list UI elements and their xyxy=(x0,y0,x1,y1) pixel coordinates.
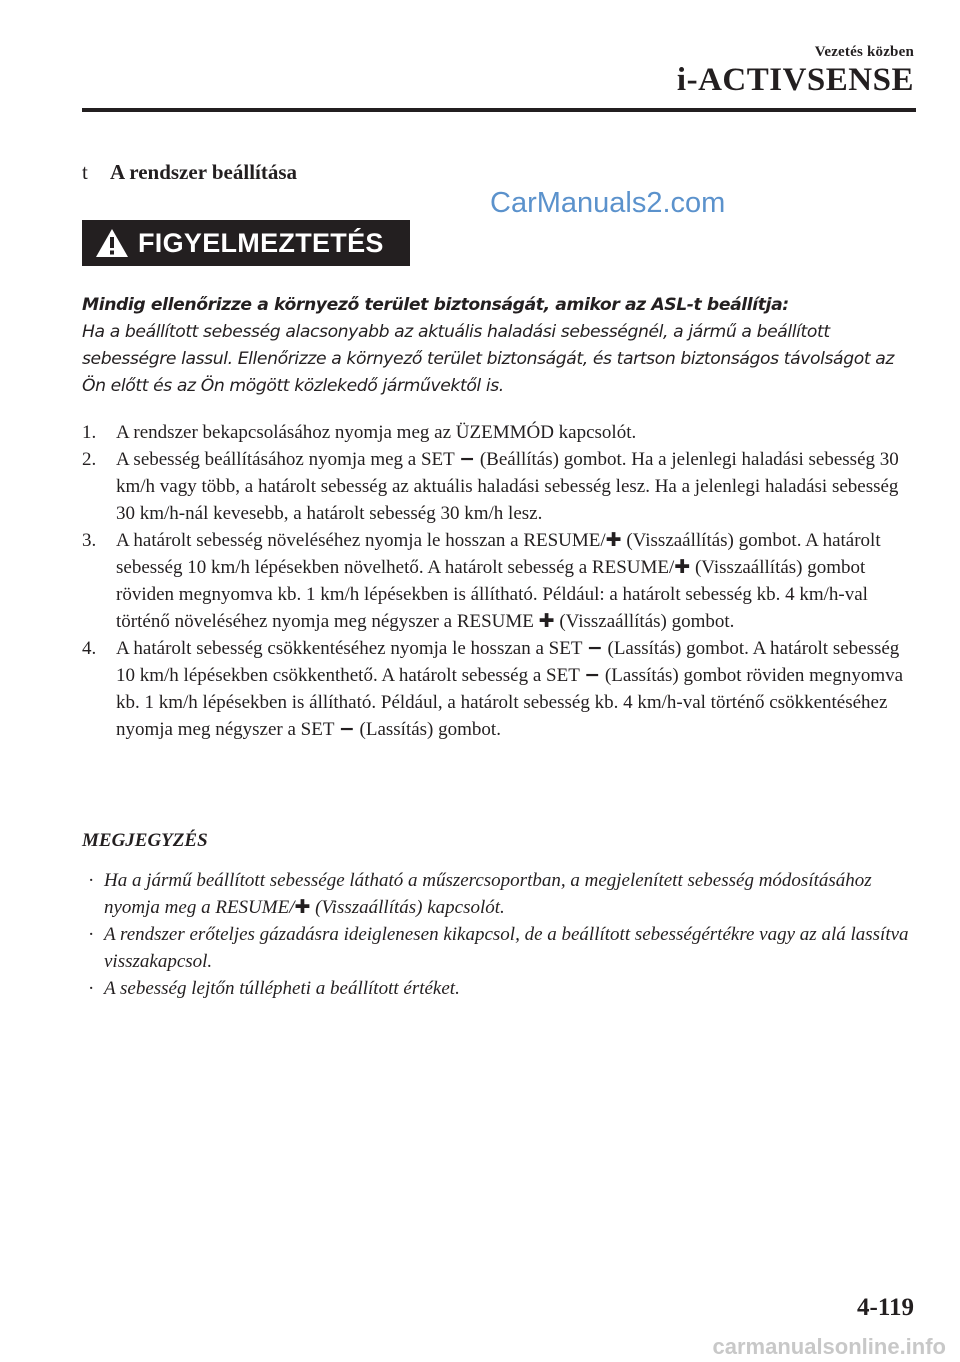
list-item xyxy=(82,635,917,743)
step-text: A rendszer bekapcsolásához nyomja meg az ÜZEMMÓD kapcsolót. xyxy=(116,422,637,443)
step-text: A sebesség beállításához nyomja meg a SET xyxy=(116,449,460,470)
bullet-icon: · xyxy=(88,978,95,999)
list-item xyxy=(82,975,917,1002)
step-text: (Beállítás) gombot. Ha a jelenlegi haladási sebesség 30 km/h vagy több, a határolt sebesség az aktuális haladási sebesség lesz. Ha a jelenlegi haladási sebesség 30 km/h-nál kevesebb, a határolt sebesség 30 km/h lesz. xyxy=(116,449,899,524)
minus-icon: − xyxy=(338,718,355,740)
plus-icon: ✚ xyxy=(538,610,555,632)
plus-icon: ✚ xyxy=(674,556,691,578)
warning-triangle-icon xyxy=(94,227,130,259)
note-list xyxy=(82,867,917,1002)
bullet-icon: · xyxy=(88,924,95,945)
section-heading xyxy=(82,160,297,185)
minus-icon: − xyxy=(586,637,603,659)
chapter-label: Vezetés közben xyxy=(814,44,914,60)
section-heading-text: A rendszer beállítása xyxy=(110,160,298,184)
step-text: (Visszaállítás) gombot. xyxy=(554,611,735,632)
page-header-title: i-ACTIVSENSE xyxy=(676,62,914,98)
note-text: A sebesség lejtőn túllépheti a beállított értéket. xyxy=(104,978,460,999)
note-text: (Visszaállítás) kapcsolót. xyxy=(310,897,505,918)
minus-icon: − xyxy=(584,664,601,686)
step-text: (Lassítás) gombot. A határolt sebesség 10 km/h lépésekben csökkenthető. A határolt sebesség a SET xyxy=(116,638,900,686)
list-item xyxy=(82,867,917,921)
section-marker: t xyxy=(82,160,88,184)
watermark: CarManuals2.com xyxy=(490,187,726,219)
step-number: 3. xyxy=(82,530,97,551)
note-text: A rendszer erőteljes gázadásra ideiglenesen kikapcsol, de a beállított sebességértékre vagy az alá lassítva visszakapcsol. xyxy=(104,924,909,972)
page-number: 4-119 xyxy=(857,1294,914,1321)
plus-icon: ✚ xyxy=(605,529,622,551)
step-text: (Lassítás) gombot. xyxy=(354,719,501,740)
header-rule xyxy=(82,108,916,112)
warning-text xyxy=(82,292,922,400)
step-number: 1. xyxy=(82,422,97,443)
warning-box xyxy=(82,220,410,266)
minus-icon: − xyxy=(459,448,476,470)
steps-list xyxy=(82,419,917,743)
footer-site: carmanualsonline.info xyxy=(712,1334,946,1359)
note-title: MEGJEGYZÉS xyxy=(82,830,208,851)
step-number: 2. xyxy=(82,449,97,470)
warning-label: FIGYELMEZTETÉS xyxy=(138,227,384,258)
warning-body: Ha a beállított sebesség alacsonyabb az aktuális haladási sebességnél, a jármű a beállított sebességre lassul. Ellenőrizze a környező terület biztonságát, és tartson biztonságos távolságot az Ön előtt és az Ön mögött közlekedő járművektől is. xyxy=(82,322,894,396)
list-item xyxy=(82,527,917,635)
list-item xyxy=(82,419,917,446)
warning-lead: Mindig ellenőrizze a környező terület biztonságát, amikor az ASL-t beállítja: xyxy=(82,295,789,315)
step-text: A határolt sebesség csökkentéséhez nyomja le hosszan a SET xyxy=(116,638,587,659)
step-text: A határolt sebesség növeléséhez nyomja le hosszan a RESUME/ xyxy=(116,530,606,551)
list-item xyxy=(82,446,917,527)
plus-icon: ✚ xyxy=(294,896,311,918)
list-item xyxy=(82,921,917,975)
step-number: 4. xyxy=(82,638,97,659)
step-text: (Lassítás) gombot röviden megnyomva kb. 1 km/h lépésekben is állítható. Például, a határolt sebesség kb. 4 km/h-val történő csökkentéséhez nyomja meg négyszer a SET xyxy=(116,665,904,740)
note-text: Ha a jármű beállított sebessége látható a műszercsoportban, a megjelenített sebesség módosításához nyomja meg a RESUME/ xyxy=(104,870,872,918)
step-text: (Visszaállítás) gombot röviden megnyomva kb. 1 km/h lépésekben is állítható. Például: a határolt sebesség kb. 4 km/h-val történő növeléséhez nyomja meg négyszer a RESUME xyxy=(116,557,868,632)
step-text: (Visszaállítás) gombot. A határolt sebesség 10 km/h lépésekben növelhető. A határolt sebesség a RESUME/ xyxy=(116,530,881,578)
bullet-icon: · xyxy=(88,870,95,891)
